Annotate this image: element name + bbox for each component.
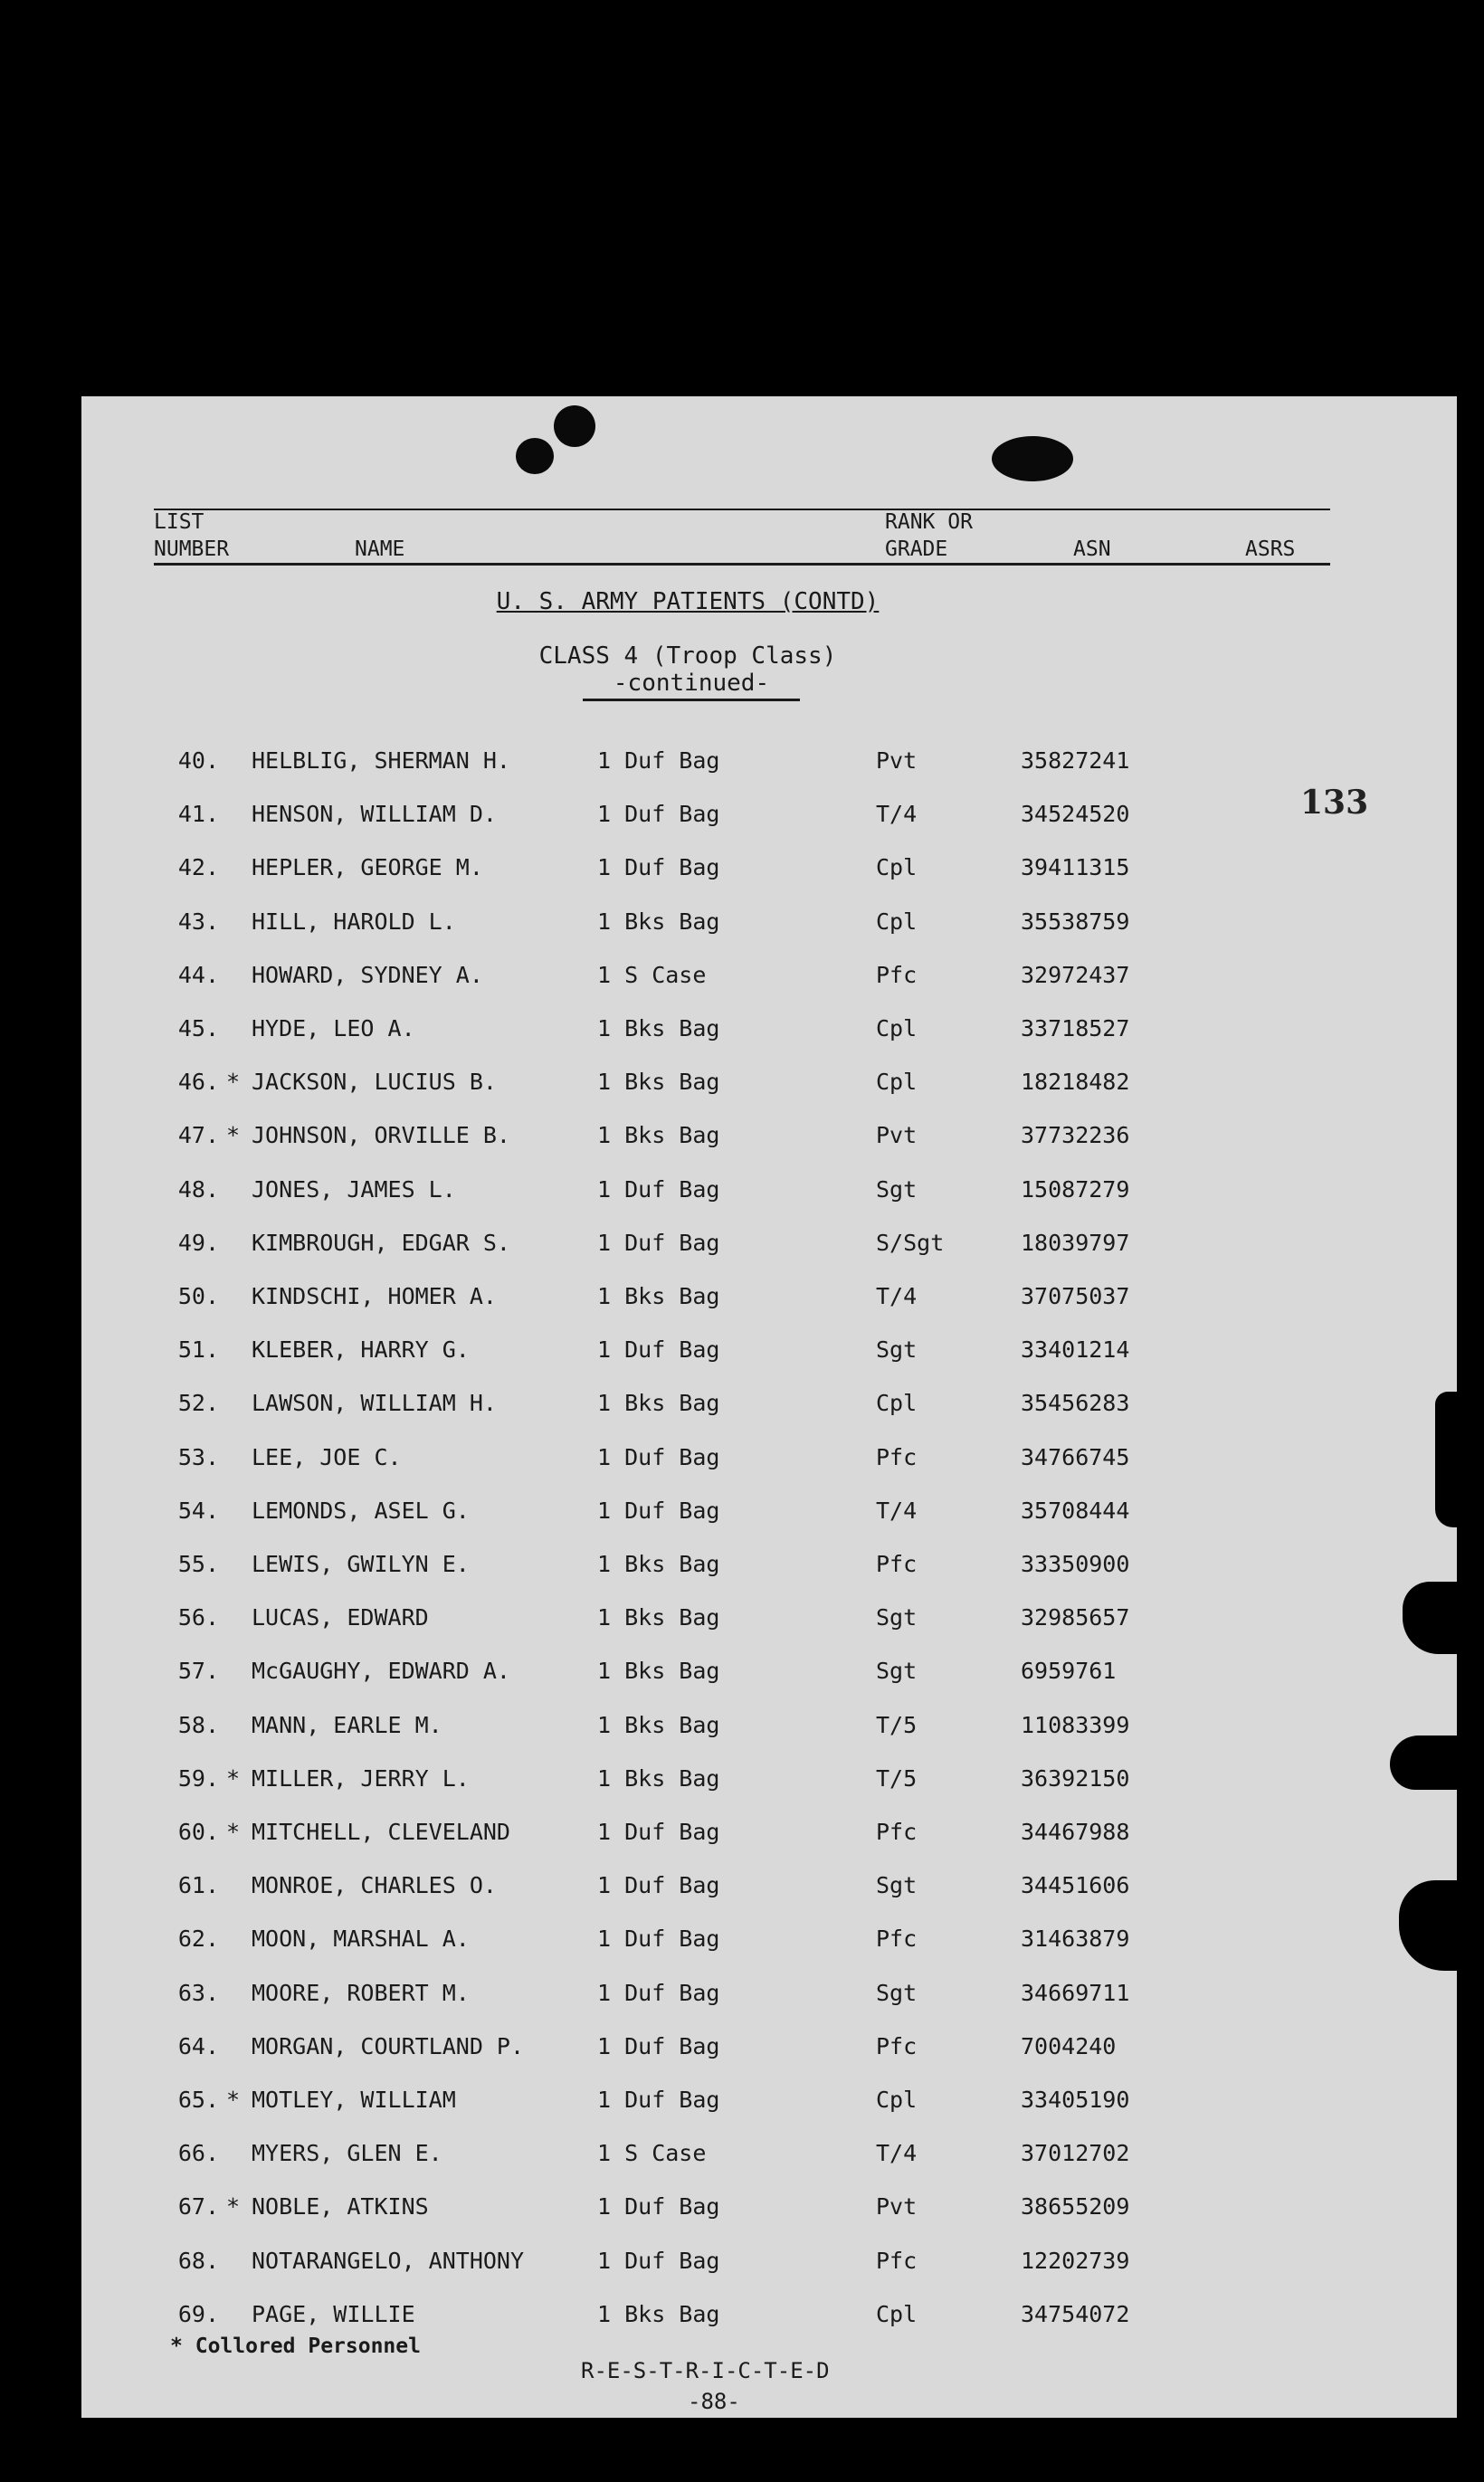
list-number-cell: 48. xyxy=(177,1175,219,1203)
burned-edge-lower xyxy=(1390,1735,1460,1790)
baggage-cell: 1 Duf Bag xyxy=(597,1497,720,1524)
rank-cell: Sgt xyxy=(876,1336,918,1364)
list-number-cell: 55. xyxy=(177,1551,219,1577)
baggage-cell: 1 Duf Bag xyxy=(597,2087,720,2113)
table-row xyxy=(81,1283,1348,1319)
name-cell: LAWSON, WILLIAM H. xyxy=(252,1390,497,1417)
table-row xyxy=(81,1872,1348,1908)
header-grade-label: GRADE xyxy=(885,537,948,561)
list-number-cell: 60. xyxy=(177,1819,219,1845)
sheet-number-text: -88- xyxy=(688,2389,740,2414)
list-number-cell: 62. xyxy=(177,1926,219,1953)
header-name: NAME xyxy=(355,537,405,561)
name-cell: MOORE, ROBERT M. xyxy=(252,1979,470,2006)
list-number-cell: 53. xyxy=(177,1443,219,1470)
name-cell: KLEBER, HARRY G. xyxy=(252,1336,470,1364)
table-row xyxy=(81,1069,1348,1105)
list-number-cell: 57. xyxy=(177,1658,219,1685)
name-cell: HEPLER, GEORGE M. xyxy=(252,854,483,881)
rank-cell: T/4 xyxy=(876,1283,918,1309)
asn-cell: 34669711 xyxy=(1021,1979,1130,2006)
asn-cell: 32972437 xyxy=(1021,961,1130,988)
asn-cell: 39411315 xyxy=(1021,854,1130,881)
table-row xyxy=(81,1498,1348,1534)
list-number-cell: 65. xyxy=(177,2087,219,2113)
name-cell: MITCHELL, CLEVELAND xyxy=(252,1819,510,1845)
list-number-cell: 63. xyxy=(177,1979,219,2006)
baggage-cell: 1 Duf Bag xyxy=(597,1926,720,1953)
asn-cell: 37012702 xyxy=(1021,2140,1130,2167)
asn-cell: 36392150 xyxy=(1021,1764,1130,1792)
rank-cell: Cpl xyxy=(876,854,918,881)
asn-cell: 34451606 xyxy=(1021,1872,1130,1899)
rank-cell: T/5 xyxy=(876,1764,918,1792)
baggage-cell: 1 Bks Bag xyxy=(597,2300,720,2327)
list-number-cell: 43. xyxy=(177,908,219,935)
name-cell: JACKSON, LUCIUS B. xyxy=(252,1069,497,1096)
name-cell: NOBLE, ATKINS xyxy=(252,2193,429,2220)
baggage-cell: 1 Duf Bag xyxy=(597,1443,720,1470)
baggage-cell: 1 Duf Bag xyxy=(597,1229,720,1256)
asn-cell: 11083399 xyxy=(1021,1711,1130,1738)
list-number-cell: 50. xyxy=(177,1283,219,1309)
rank-cell: Cpl xyxy=(876,1390,918,1417)
name-cell: MOON, MARSHAL A. xyxy=(252,1926,470,1953)
footnote-text: Collored Personnel xyxy=(195,2335,421,2358)
list-number-cell: 49. xyxy=(177,1229,219,1256)
name-cell: McGAUGHY, EDWARD A. xyxy=(252,1658,510,1685)
name-cell: MYERS, GLEN E. xyxy=(252,2140,442,2167)
colored-personnel-marker: * xyxy=(226,1764,241,1792)
asn-cell: 18218482 xyxy=(1021,1069,1130,1096)
baggage-cell: 1 Duf Bag xyxy=(597,2032,720,2059)
rank-cell: T/4 xyxy=(876,2140,918,2167)
rank-cell: Sgt xyxy=(876,1175,918,1203)
rank-cell: Sgt xyxy=(876,1658,918,1685)
baggage-cell: 1 Bks Bag xyxy=(597,1122,720,1149)
name-cell: MONROE, CHARLES O. xyxy=(252,1872,497,1899)
asn-cell: 34754072 xyxy=(1021,2300,1130,2327)
table-row xyxy=(81,1926,1348,1962)
rank-cell: Pfc xyxy=(876,961,918,988)
rank-cell: Pfc xyxy=(876,2247,918,2274)
rank-cell: Pvt xyxy=(876,2193,918,2220)
rank-cell: Cpl xyxy=(876,2300,918,2327)
table-row xyxy=(81,1176,1348,1212)
baggage-cell: 1 Bks Bag xyxy=(597,1551,720,1577)
burned-edge-middle xyxy=(1403,1582,1460,1654)
punch-hole-right xyxy=(992,436,1073,481)
continued-label: -continued- xyxy=(583,670,800,701)
header-rank-label: RANK OR xyxy=(885,510,973,534)
asn-cell: 35708444 xyxy=(1021,1497,1130,1524)
colored-personnel-marker: * xyxy=(226,1122,241,1149)
name-cell: HENSON, WILLIAM D. xyxy=(252,801,497,828)
table-row xyxy=(81,1390,1348,1426)
burned-edge-bottom xyxy=(1399,1880,1460,1971)
table-row xyxy=(81,2301,1348,2337)
asn-cell: 35827241 xyxy=(1021,747,1130,774)
name-cell: MORGAN, COURTLAND P. xyxy=(252,2032,525,2059)
rank-cell: Sgt xyxy=(876,1872,918,1899)
document-title: U. S. ARMY PATIENTS (CONTD) xyxy=(496,588,880,615)
name-cell: LUCAS, EDWARD xyxy=(252,1604,429,1631)
baggage-cell: 1 Bks Bag xyxy=(597,1283,720,1309)
rank-cell: S/Sgt xyxy=(876,1229,945,1256)
list-number-cell: 68. xyxy=(177,2247,219,2274)
asn-cell: 35456283 xyxy=(1021,1390,1130,1417)
rank-cell: Pvt xyxy=(876,747,918,774)
asn-cell: 34467988 xyxy=(1021,1819,1130,1845)
table-row xyxy=(81,2033,1348,2069)
asn-cell: 34524520 xyxy=(1021,801,1130,828)
list-number-cell: 54. xyxy=(177,1497,219,1524)
rank-cell: Cpl xyxy=(876,2087,918,2113)
burned-edge-upper xyxy=(1435,1392,1460,1527)
rank-cell: Pvt xyxy=(876,1122,918,1149)
list-number-cell: 51. xyxy=(177,1336,219,1364)
name-cell: JOHNSON, ORVILLE B. xyxy=(252,1122,510,1149)
name-cell: KIMBROUGH, EDGAR S. xyxy=(252,1229,510,1256)
colored-personnel-marker: * xyxy=(226,2193,241,2220)
table-row xyxy=(81,1551,1348,1587)
list-number-cell: 58. xyxy=(177,1711,219,1738)
table-row xyxy=(81,747,1348,784)
table-row xyxy=(81,1604,1348,1640)
list-number-cell: 44. xyxy=(177,961,219,988)
asn-cell: 12202739 xyxy=(1021,2247,1130,2274)
punch-hole-left-lower xyxy=(516,438,554,474)
name-cell: LEWIS, GWILYN E. xyxy=(252,1551,470,1577)
name-cell: HOWARD, SYDNEY A. xyxy=(252,961,483,988)
name-cell: HELBLIG, SHERMAN H. xyxy=(252,747,510,774)
list-number-cell: 69. xyxy=(177,2300,219,2327)
baggage-cell: 1 Bks Bag xyxy=(597,908,720,935)
rank-cell: Cpl xyxy=(876,1015,918,1041)
list-number-cell: 61. xyxy=(177,1872,219,1899)
header-asrs: ASRS xyxy=(1245,537,1296,561)
baggage-cell: 1 Bks Bag xyxy=(597,1658,720,1685)
list-number-cell: 64. xyxy=(177,2032,219,2059)
list-number-cell: 59. xyxy=(177,1764,219,1792)
name-cell: HILL, HAROLD L. xyxy=(252,908,456,935)
rank-cell: Cpl xyxy=(876,1069,918,1096)
asn-cell: 33350900 xyxy=(1021,1551,1130,1577)
header-rule-bottom xyxy=(154,563,1330,566)
table-row xyxy=(81,2087,1348,2123)
list-number-cell: 41. xyxy=(177,801,219,828)
asn-cell: 33405190 xyxy=(1021,2087,1130,2113)
table-row xyxy=(81,1765,1348,1802)
rank-cell: T/4 xyxy=(876,801,918,828)
name-cell: PAGE, WILLIE xyxy=(252,2300,415,2327)
baggage-cell: 1 Duf Bag xyxy=(597,854,720,881)
baggage-cell: 1 Bks Bag xyxy=(597,1711,720,1738)
baggage-cell: 1 Duf Bag xyxy=(597,1872,720,1899)
rank-cell: Pfc xyxy=(876,1551,918,1577)
rank-cell: Pfc xyxy=(876,1926,918,1953)
asn-cell: 35538759 xyxy=(1021,908,1130,935)
header-asn: ASN xyxy=(1073,537,1111,561)
baggage-cell: 1 Bks Bag xyxy=(597,1015,720,1041)
baggage-cell: 1 Duf Bag xyxy=(597,801,720,828)
asn-cell: 31463879 xyxy=(1021,1926,1130,1953)
document-subtitle: CLASS 4 (Troop Class) xyxy=(538,642,837,670)
rank-cell: Pfc xyxy=(876,1443,918,1470)
rank-cell: T/5 xyxy=(876,1711,918,1738)
name-cell: MILLER, JERRY L. xyxy=(252,1764,470,1792)
table-row xyxy=(81,1336,1348,1373)
baggage-cell: 1 Bks Bag xyxy=(597,1069,720,1096)
footnote xyxy=(170,2335,421,2358)
table-row xyxy=(81,2248,1348,2284)
page-number-stamp: 133 xyxy=(1300,784,1369,822)
header-number-label: NUMBER xyxy=(154,537,230,561)
table-row xyxy=(81,2140,1348,2176)
list-number-cell: 52. xyxy=(177,1390,219,1417)
name-cell: LEE, JOE C. xyxy=(252,1443,402,1470)
table-row xyxy=(81,1980,1348,2016)
baggage-cell: 1 Bks Bag xyxy=(597,1604,720,1631)
colored-personnel-marker: * xyxy=(226,2087,241,2113)
table-row xyxy=(81,1230,1348,1266)
baggage-cell: 1 Duf Bag xyxy=(597,1336,720,1364)
name-cell: MOTLEY, WILLIAM xyxy=(252,2087,456,2113)
baggage-cell: 1 Duf Bag xyxy=(597,2247,720,2274)
name-cell: HYDE, LEO A. xyxy=(252,1015,415,1041)
asn-cell: 38655209 xyxy=(1021,2193,1130,2220)
table-row xyxy=(81,1712,1348,1748)
asn-cell: 15087279 xyxy=(1021,1175,1130,1203)
asn-cell: 33718527 xyxy=(1021,1015,1130,1041)
name-cell: MANN, EARLE M. xyxy=(252,1711,442,1738)
rank-cell: Pfc xyxy=(876,1819,918,1845)
rank-cell: Sgt xyxy=(876,1979,918,2006)
colored-personnel-marker: * xyxy=(226,1069,241,1096)
baggage-cell: 1 Bks Bag xyxy=(597,1764,720,1792)
asn-cell: 37075037 xyxy=(1021,1283,1130,1309)
document-page xyxy=(81,396,1457,2418)
baggage-cell: 1 S Case xyxy=(597,2140,707,2167)
list-number-cell: 42. xyxy=(177,854,219,881)
asn-cell: 32985657 xyxy=(1021,1604,1130,1631)
header-rank xyxy=(885,509,973,563)
asn-cell: 34766745 xyxy=(1021,1443,1130,1470)
baggage-cell: 1 Duf Bag xyxy=(597,1979,720,2006)
table-row xyxy=(81,2193,1348,2230)
table-row xyxy=(81,1819,1348,1855)
restricted-text: R-E-S-T-R-I-C-T-E-D xyxy=(581,2358,830,2383)
header-list-number xyxy=(154,509,229,563)
table-row xyxy=(81,1444,1348,1480)
table-row xyxy=(81,1658,1348,1694)
punch-hole-left xyxy=(554,405,595,447)
table-row xyxy=(81,962,1348,998)
colored-personnel-marker: * xyxy=(226,1819,241,1845)
table-row xyxy=(81,908,1348,945)
table-row xyxy=(81,854,1348,890)
name-cell: JONES, JAMES L. xyxy=(252,1175,456,1203)
asn-cell: 37732236 xyxy=(1021,1122,1130,1149)
footnote-star: * xyxy=(170,2335,183,2358)
asn-cell: 7004240 xyxy=(1021,2032,1117,2059)
name-cell: LEMONDS, ASEL G. xyxy=(252,1497,470,1524)
header-list-label: LIST xyxy=(154,510,205,534)
baggage-cell: 1 Duf Bag xyxy=(597,747,720,774)
baggage-cell: 1 Duf Bag xyxy=(597,1819,720,1845)
list-number-cell: 47. xyxy=(177,1122,219,1149)
table-row xyxy=(81,1015,1348,1051)
list-number-cell: 67. xyxy=(177,2193,219,2220)
list-number-cell: 40. xyxy=(177,747,219,774)
header-rule-top xyxy=(154,509,1330,510)
baggage-cell: 1 Duf Bag xyxy=(597,1175,720,1203)
list-number-cell: 45. xyxy=(177,1015,219,1041)
list-number-cell: 66. xyxy=(177,2140,219,2167)
baggage-cell: 1 S Case xyxy=(597,961,707,988)
rank-cell: Sgt xyxy=(876,1604,918,1631)
table-row xyxy=(81,1122,1348,1158)
baggage-cell: 1 Bks Bag xyxy=(597,1390,720,1417)
asn-cell: 6959761 xyxy=(1021,1658,1117,1685)
rank-cell: T/4 xyxy=(876,1497,918,1524)
name-cell: KINDSCHI, HOMER A. xyxy=(252,1283,497,1309)
name-cell: NOTARANGELO, ANTHONY xyxy=(252,2247,525,2274)
rank-cell: Cpl xyxy=(876,908,918,935)
baggage-cell: 1 Duf Bag xyxy=(597,2193,720,2220)
list-number-cell: 46. xyxy=(177,1069,219,1096)
asn-cell: 33401214 xyxy=(1021,1336,1130,1364)
rank-cell: Pfc xyxy=(876,2032,918,2059)
list-number-cell: 56. xyxy=(177,1604,219,1631)
asn-cell: 18039797 xyxy=(1021,1229,1130,1256)
table-row xyxy=(81,801,1348,837)
